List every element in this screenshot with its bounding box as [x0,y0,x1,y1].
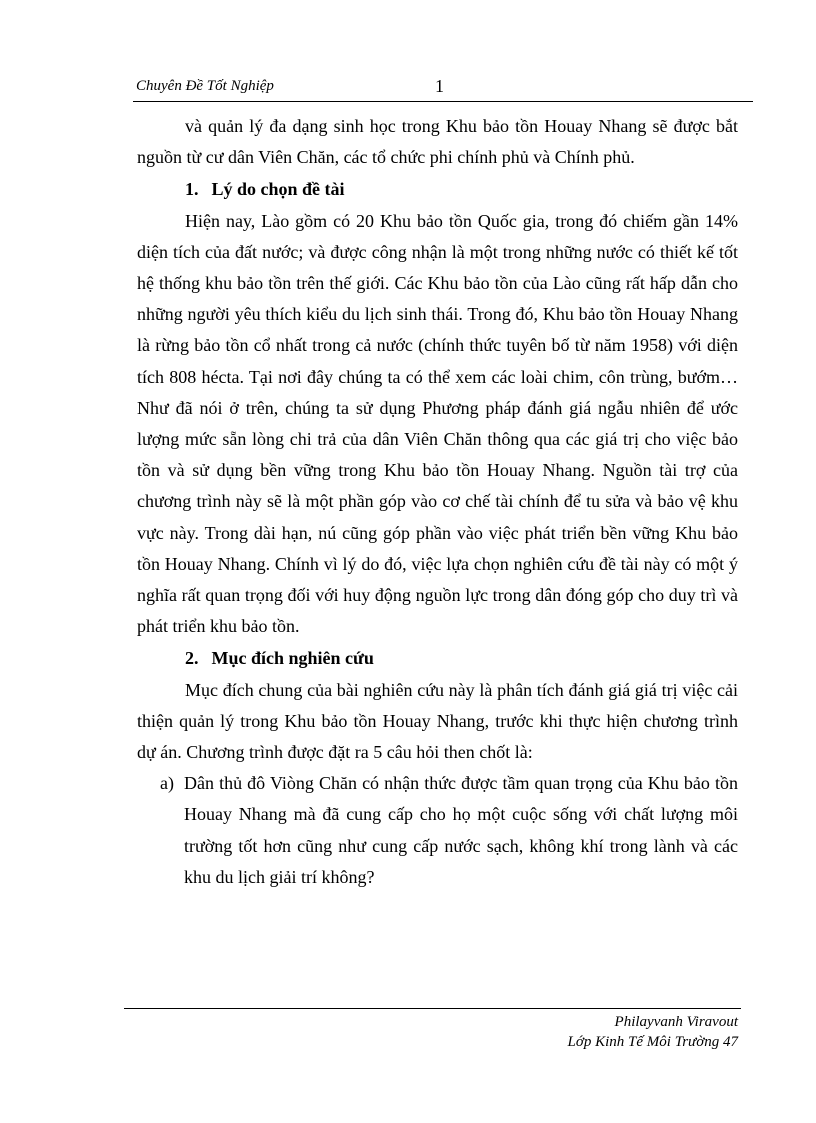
page-header [133,74,753,102]
list-item-text: Dân thủ đô Viòng Chăn có nhận thức được tầm quan trọng của Khu bảo tồn Houay Nhang mà đã cung cấp cho họ một cuộc sống với chất lượng môi trường tốt hơn cũng như cung cấp nước sạch, không khí trong lành và các khu du lịch giải trí không? [184,773,738,887]
section-number: 1. [185,179,199,200]
document-title: Chuyên Đề Tốt Nghiệp [136,78,274,94]
page-body [137,111,738,893]
section-title: Lý do chọn đề tài [211,179,345,200]
section-heading-1 [137,174,738,205]
section-1-paragraph: Hiện nay, Lào gồm có 20 Khu bảo tồn Quốc gia, trong đó chiếm gần 14% diện tích của đất nước; và được công nhận là một trong những nước có thiết kế tốt hệ thống khu bảo tồn trên thế giới. Các Khu bảo tồn của Lào cũng rất hấp dẫn cho những người yêu thích kiểu du lịch sinh thái. Trong đó, Khu bảo tồn Houay Nhang là rừng bảo tồn cổ nhất trong cả nước (chính thức tuyên bố từ năm 1958) với diện tích 808 hécta. Tại nơi đây chúng ta có thể xem các loài chim, côn trùng, bướm…Như đã nói ở trên, chúng ta sử dụng Phương pháp đánh giá ngẫu nhiên để ước lượng mức sẵn lòng chi trả của dân Viên Chăn thông qua các giá trị cho việc bảo tồn và sử dụng bền vững trong Khu bảo tồn Houay Nhang. Nguồn tài trợ của chương trình này sẽ là một phần góp vào cơ chế tài chính để tu sửa và bảo vệ khu vực này. Trong dài hạn, nú cũng góp phần vào việc phát triển bền vững Khu bảo tồn Houay Nhang. Chính vì lý do đó, việc lựa chọn nghiên cứu đề tài này có một ý nghĩa rất quan trọng đối với huy động nguồn lực trong dân đóng góp cho duy trì và phát triển khu bảo tồn. [137,210,738,637]
list-marker: a) [160,773,174,794]
intro-paragraph: và quản lý đa dạng sinh học trong Khu bảo tồn Houay Nhang sẽ được bắt nguồn từ cư dân Viên Chăn, các tổ chức phi chính phủ và Chính phủ. [137,116,738,168]
section-heading-2 [137,643,738,674]
page-number: 1 [435,76,444,96]
footer-divider [124,1008,741,1009]
section-title: Mục đích nghiên cứu [211,648,374,669]
section-2-paragraph: Mục đích chung của bài nghiên cứu này là phân tích đánh giá giá trị việc cải thiện quản lý trong Khu bảo tồn Houay Nhang, trước khi thực hiện chương trình dự án. Chương trình được đặt ra 5 câu hỏi then chốt là: [137,679,738,763]
section-number: 2. [185,648,199,669]
author-name: Philayvanh Viravout [614,1014,738,1030]
class-name: Lớp Kinh Tế Môi Trường 47 [567,1034,738,1050]
list-item [137,768,738,893]
page-footer [568,1012,738,1052]
